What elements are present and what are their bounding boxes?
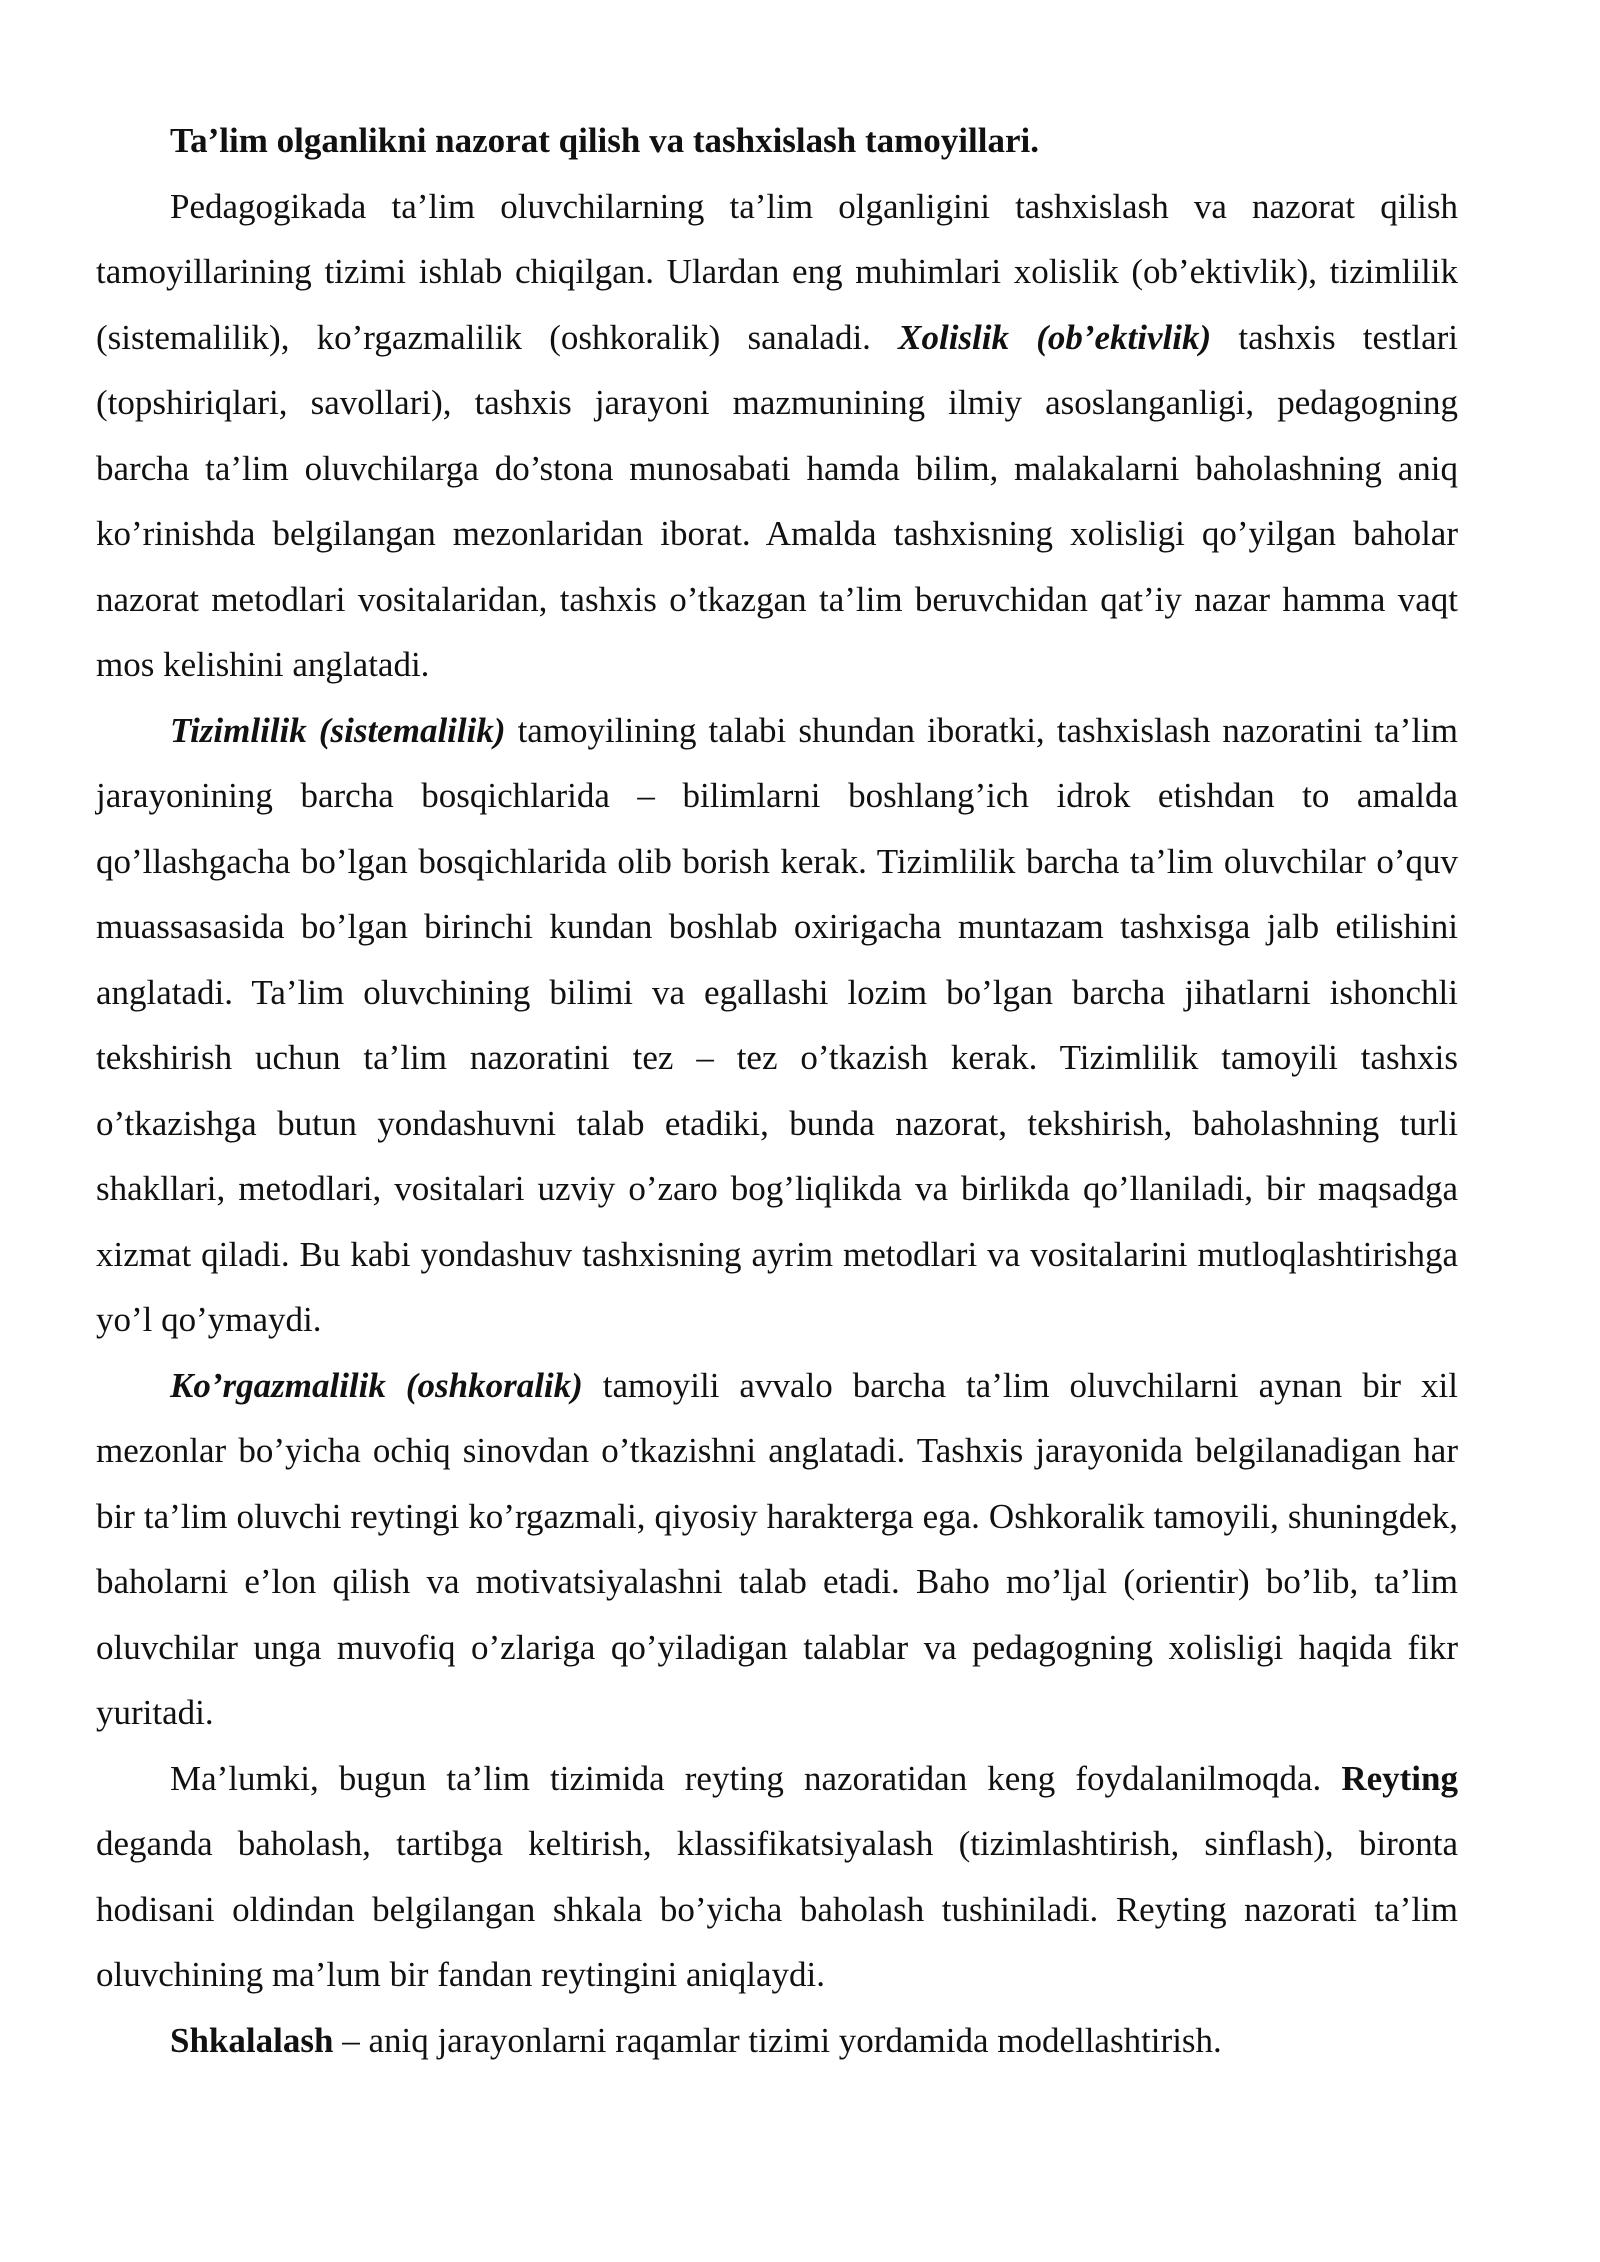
- paragraph-text: tashxis testlari (topshiriqlari, savollari), tashxis jarayoni mazmunining ilmiy asoslanganligi, pedagogning barcha ta’lim oluvchilarga do’stona munosabati hamda bilim, malakalarni baholashning aniq ko’rinishda belgilangan mezonlaridan iborat. Amalda tashxisning xolisligi qo’yilgan baholar nazorat metodlari vositalaridan, tashxis o’tkazgan ta’lim beruvchidan qat’iy nazar hamma vaqt mos kelishini anglatadi.: [96, 317, 1459, 684]
- paragraph-scaling: [96, 2008, 1458, 2074]
- paragraph-text: – aniq jarayonlarni raqamlar tizimi yordamida modellashtirish.: [333, 2020, 1222, 2060]
- paragraph-text: deganda baholash, tartibga keltirish, klassifikatsiyalash (tizimlashtirish, sinflash), bironta hodisani oldindan belgilangan shkala bo’yicha baholash tushiniladi. Reyting nazorati ta’lim oluvchining ma’lum bir fandan reytingini aniqlaydi.: [96, 1824, 1458, 1994]
- paragraph-text: Ma’lumki, bugun ta’lim tizimida reyting nazoratidan keng foydalanilmoqda.: [170, 1758, 1342, 1798]
- term-scaling: Shkalalash: [170, 2020, 334, 2060]
- section-heading: Ta’lim olganlikni nazorat qilish va tashxislash tamoyillari.: [170, 121, 1039, 160]
- paragraph-text: tamoyili avvalo barcha ta’lim oluvchilarni aynan bir xil mezonlar bo’yicha ochiq sinovdan o’tkazishni anglatadi. Tashxis jarayonida belgilanadigan har bir ta’lim oluvchi reytingi ko’rgazmali, qiyosiy harakterga ega. Oshkoralik tamoyili, shuningdek, baholarni e’lon qilish va motivatsiyalashni talab etadi. Baho mo’ljal (orientir) bo’lib, ta’lim oluvchilar unga muvofiq o’zlariga qo’yiladigan talablar va pedagogning xolisligi haqida fikr yuritadi.: [96, 1365, 1458, 1732]
- paragraph-objectivity: [96, 174, 1458, 698]
- paragraph-text: Pedagogikada ta’lim oluvchilarning ta’lim olganligini tashxislash va nazorat qilish tamoyillarining tizimi ishlab chiqilgan. Ulardan eng muhimlari xolislik (ob’ektivlik), tizimlilik (sistemalilik), ko’rgazmalilik (oshkoralik) sanaladi.: [96, 186, 1458, 357]
- document-page: [96, 108, 1458, 2073]
- paragraph-systematicity: [96, 698, 1458, 1353]
- paragraph-rating: [96, 1746, 1458, 2008]
- term-systematicity: Tizimlilik (sistemalilik): [170, 710, 506, 750]
- paragraph-visibility: [96, 1353, 1458, 1746]
- term-visibility: Ko’rgazmalilik (oshkoralik): [170, 1365, 583, 1405]
- term-rating: Reyting: [1341, 1758, 1458, 1798]
- paragraph-text: tamoyilining talabi shundan iboratki, tashxislash nazoratini ta’lim jarayonining barcha bosqichlarida – bilimlarni boshlang’ich idrok etishdan to amalda qo’llashgacha bo’lgan bosqichlarida olib borish kerak. Tizimlilik barcha ta’lim oluvchilar o’quv muassasasida bo’lgan birinchi kundan boshlab oxirigacha muntazam tashxisga jalb etilishini anglatadi. Ta’lim oluvchining bilimi va egallashi lozim bo’lgan barcha jihatlarni ishonchli tekshirish uchun ta’lim nazoratini tez – tez o’tkazish kerak. Tizimlilik tamoyili tashxis o’tkazishga butun yondashuvni talab etadiki, bunda nazorat, tekshirish, baholashning turli shakllari, metodlari, vositalari uzviy o’zaro bog’liqlikda va birlikda qo’llaniladi, bir maqsadga xizmat qiladi. Bu kabi yondashuv tashxisning ayrim metodlari va vositalarini mutloqlashtirishga yo’l qo’ymaydi.: [96, 710, 1458, 1339]
- term-objectivity: Xolislik (ob’ektivlik): [898, 317, 1212, 357]
